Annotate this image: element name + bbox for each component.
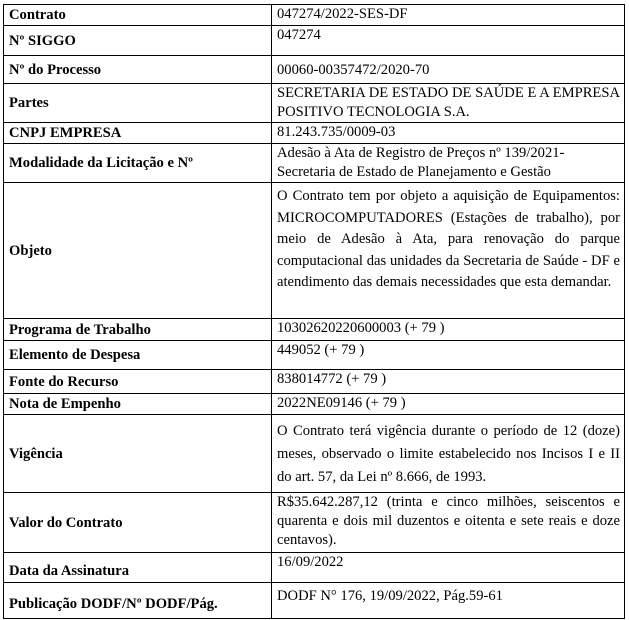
row-value: R$35.642.287,12 (trinta e cinco milhões, seiscentos e quarenta e dois mil duzentos e oitenta e sete reais e doze centavos). bbox=[272, 493, 625, 553]
table-row bbox=[4, 319, 625, 341]
row-value: 81.243.735/0009-03 bbox=[272, 123, 625, 144]
table-row bbox=[4, 553, 625, 583]
table-row bbox=[4, 123, 625, 144]
row-label: Vigência bbox=[4, 415, 272, 493]
row-label: Nº do Processo bbox=[4, 56, 272, 84]
row-label: Data da Assinatura bbox=[4, 553, 272, 583]
row-label: Objeto bbox=[4, 183, 272, 319]
row-value: SECRETARIA DE ESTADO DE SAÚDE E A EMPRESA POSITIVO TECNOLOGIA S.A. bbox=[272, 84, 625, 123]
row-label: Nota de Empenho bbox=[4, 394, 272, 415]
contract-summary-table bbox=[3, 4, 625, 619]
table-row bbox=[4, 394, 625, 415]
row-value: Adesão à Ata de Registro de Preços nº 139/2021- Secretaria de Estado de Planejamento e Gestão bbox=[272, 144, 625, 183]
row-value: 10302620220600003 (+ 79 ) bbox=[272, 319, 625, 341]
row-label: Programa de Trabalho bbox=[4, 319, 272, 341]
row-label: Modalidade da Licitação e Nº bbox=[4, 144, 272, 183]
row-value: 838014772 (+ 79 ) bbox=[272, 370, 625, 394]
row-label: Partes bbox=[4, 84, 272, 123]
row-value: 047274/2022-SES-DF bbox=[272, 5, 625, 26]
table-row bbox=[4, 370, 625, 394]
table-row bbox=[4, 583, 625, 619]
table-row bbox=[4, 415, 625, 493]
row-value: O Contrato terá vigência durante o período de 12 (doze) meses, observado o limite estabelecido nos Incisos I e II do art. 57, da Lei nº 8.666, de 1993. bbox=[272, 415, 625, 493]
table-row bbox=[4, 493, 625, 553]
row-label: CNPJ EMPRESA bbox=[4, 123, 272, 144]
row-value: DODF N° 176, 19/09/2022, Pág.59-61 bbox=[272, 583, 625, 619]
table-row bbox=[4, 341, 625, 370]
row-label: Nº SIGGO bbox=[4, 26, 272, 56]
table-row bbox=[4, 84, 625, 123]
row-value: 047274 bbox=[272, 26, 625, 56]
row-label: Publicação DODF/Nº DODF/Pág. bbox=[4, 583, 272, 619]
row-value: 2022NE09146 (+ 79 ) bbox=[272, 394, 625, 415]
table-row bbox=[4, 26, 625, 56]
row-value: 00060-00357472/2020-70 bbox=[272, 56, 625, 84]
row-label: Fonte do Recurso bbox=[4, 370, 272, 394]
row-value: 449052 (+ 79 ) bbox=[272, 341, 625, 370]
row-label: Elemento de Despesa bbox=[4, 341, 272, 370]
row-value: 16/09/2022 bbox=[272, 553, 625, 583]
table-row bbox=[4, 144, 625, 183]
row-label: Contrato bbox=[4, 5, 272, 26]
row-label: Valor do Contrato bbox=[4, 493, 272, 553]
row-value: O Contrato tem por objeto a aquisição de Equipamentos: MICROCOMPUTADORES (Estações de trabalho), por meio de Adesão à Ata, para renovação do parque computacional das unidades da Secretaria de Saúde - DF e atendimento das demais necessidades que esta demandar. bbox=[272, 183, 625, 319]
table-row bbox=[4, 56, 625, 84]
table-row bbox=[4, 5, 625, 26]
table-row bbox=[4, 183, 625, 319]
